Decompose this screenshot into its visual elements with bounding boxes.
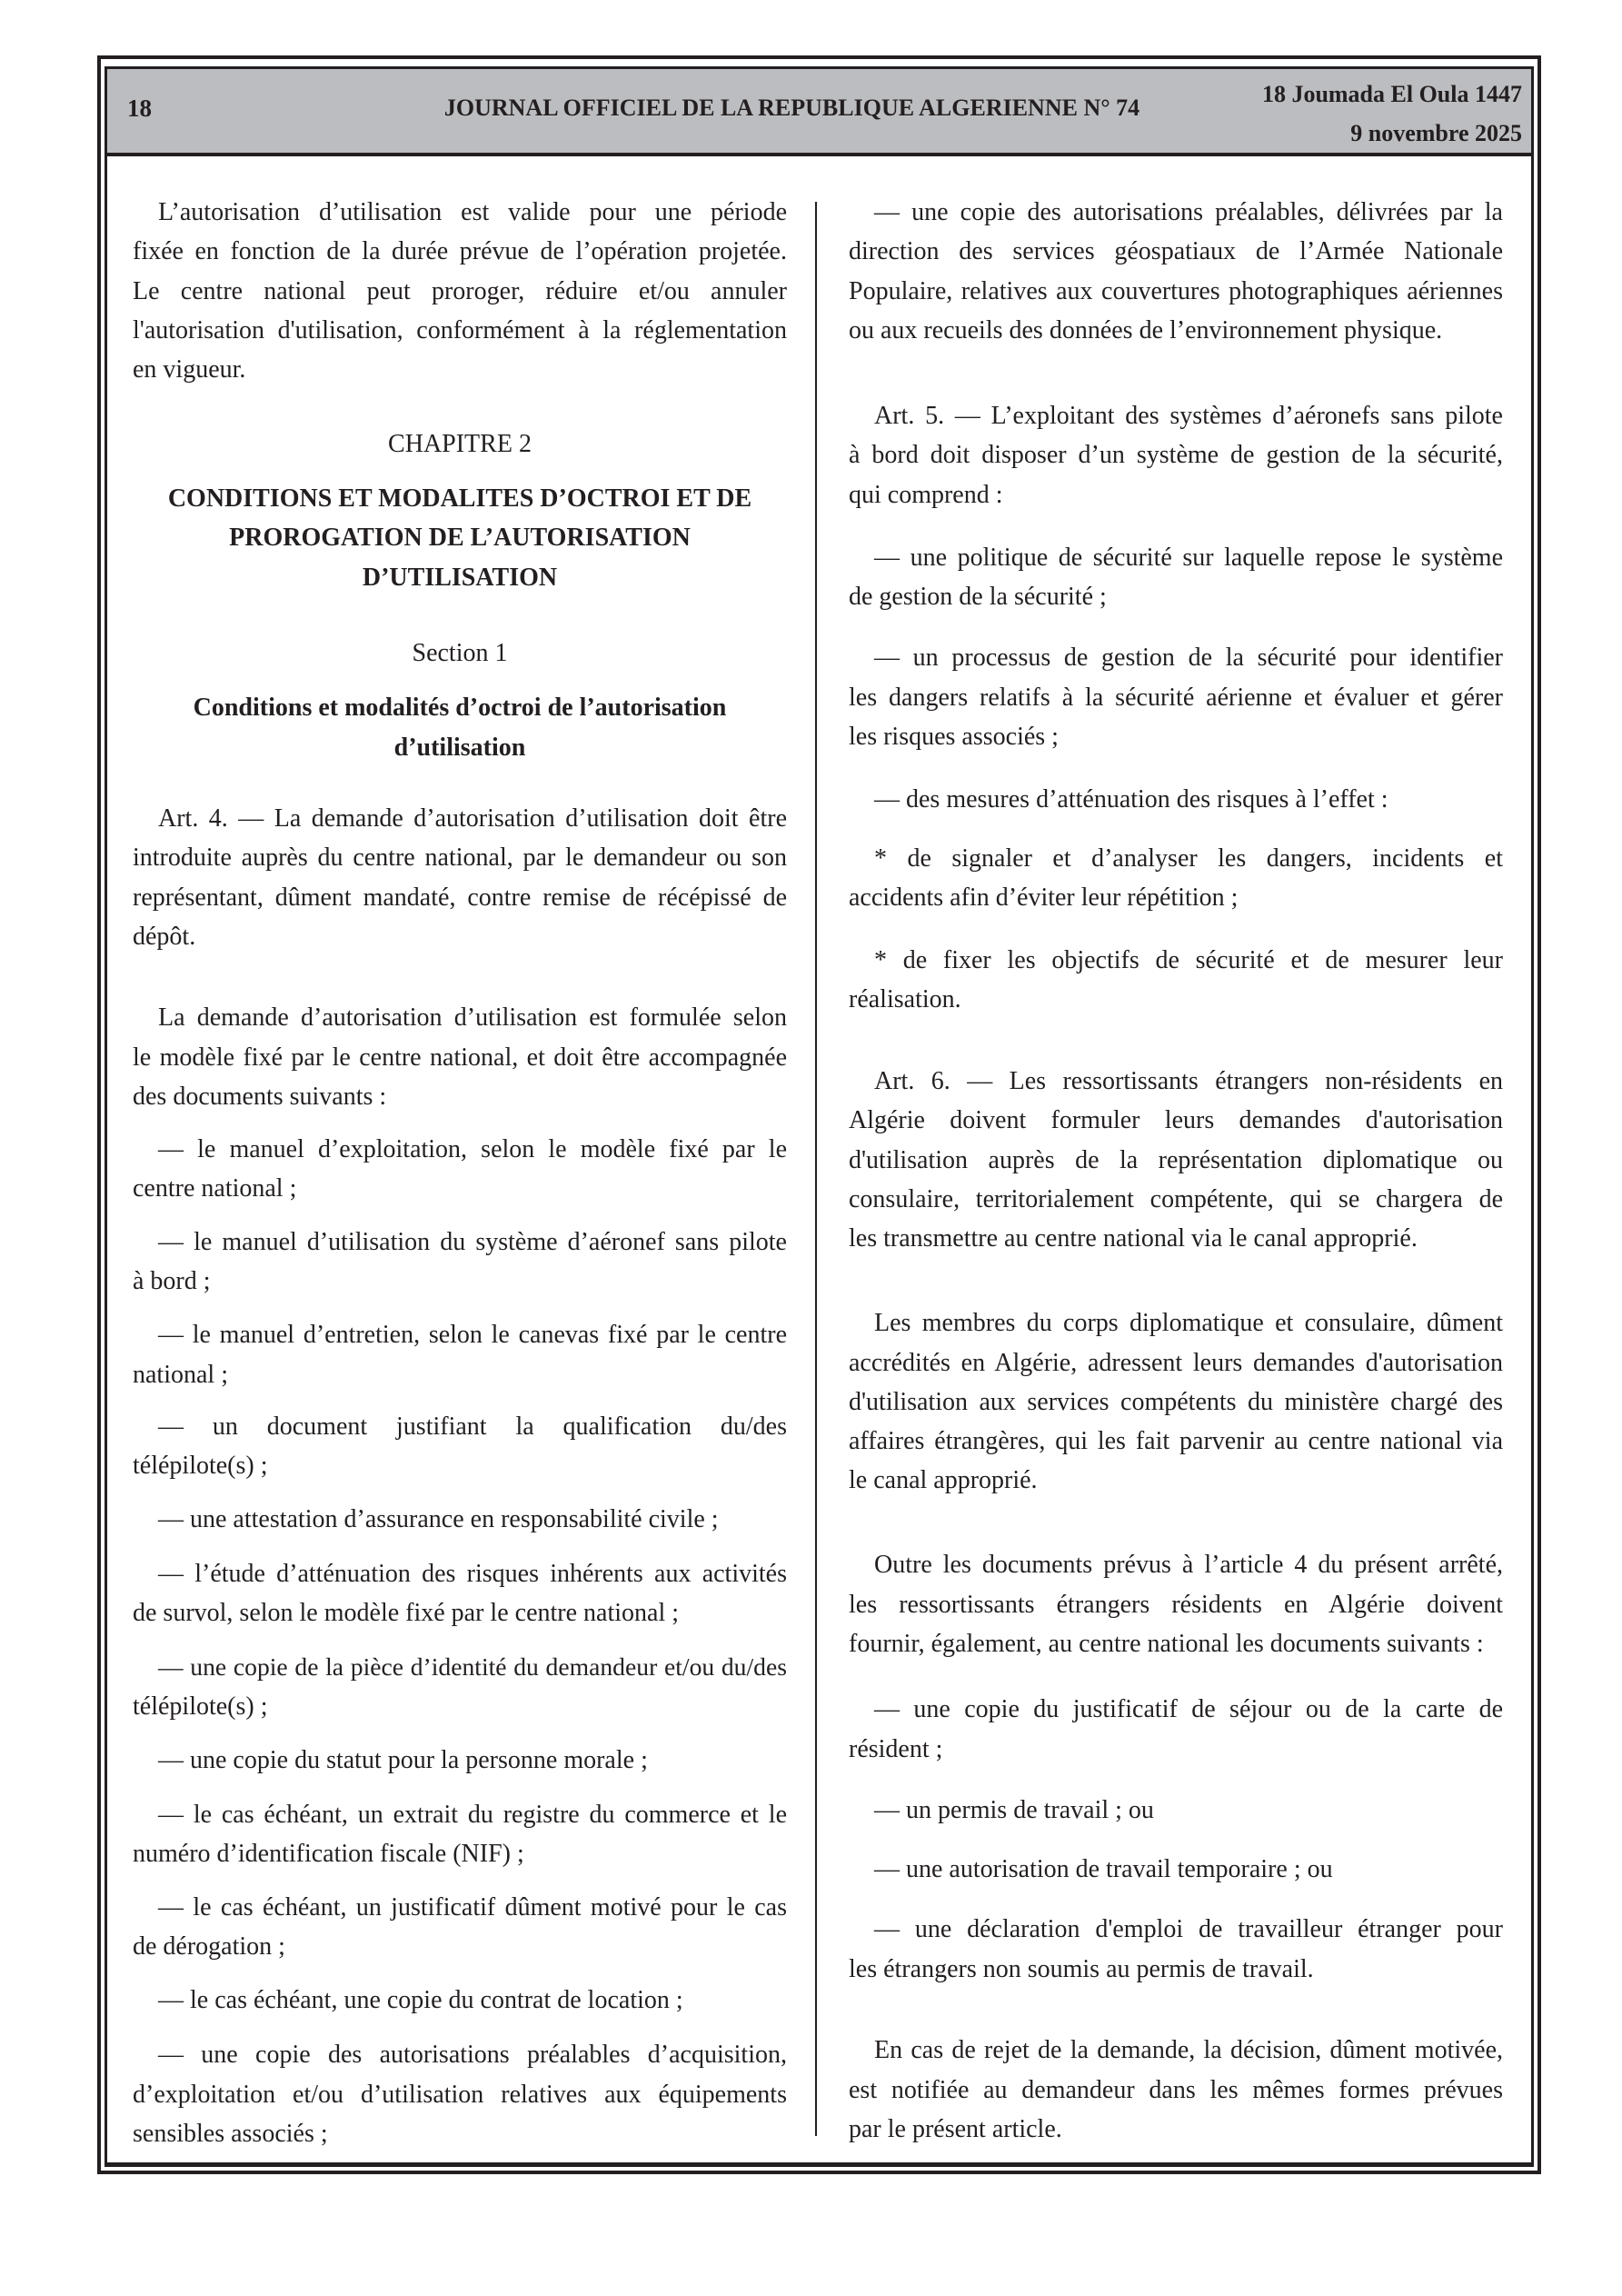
text-line: Art. 6. — Les ressortissants étrangers non-résidents en: [874, 1067, 1503, 1096]
text-line: La demande d’autorisation d’utilisation est formulée selon: [158, 1003, 787, 1033]
paragraph: [849, 941, 1503, 1020]
paragraph: [133, 998, 787, 1116]
text-line: en vigueur.: [133, 355, 246, 384]
text-line: d'utilisation auprès de la représentation diplomatique ou: [849, 1145, 1503, 1174]
text-line: national ;: [133, 1360, 228, 1389]
text-line: d’utilisation: [393, 733, 526, 762]
paragraph: [133, 1315, 787, 1394]
text-line: télépilote(s) ;: [133, 1692, 268, 1721]
text-line: Section 1: [412, 639, 508, 668]
paragraph: [133, 799, 787, 956]
heading: [133, 479, 787, 597]
paragraph: [849, 1303, 1503, 1500]
text-line: — le manuel d’exploitation, selon le modèle fixé par le: [158, 1134, 787, 1163]
text-line: par le présent article.: [849, 2114, 1062, 2143]
text-line: numéro d’identification fiscale (NIF) ;: [133, 1839, 524, 1868]
paragraph: [849, 2031, 1503, 2149]
text-line: les ressortissants étrangers résidents en Algérie doivent: [849, 1590, 1503, 1619]
text-line: Le centre national peut proroger, réduire et/ou annuler: [133, 276, 787, 305]
text-line: de gestion de la sécurité ;: [849, 583, 1107, 612]
paragraph: [133, 1741, 787, 1780]
paragraph: [133, 1130, 787, 1209]
gregorian-date: 9 novembre 2025: [1350, 120, 1522, 146]
text-line: — le manuel d’utilisation du système d’aéronef sans pilote: [158, 1227, 787, 1256]
text-line: fixée en fonction de la durée prévue de l’opération projetée.: [133, 237, 787, 266]
text-line: Populaire, relatives aux couvertures photographiques aériennes: [849, 276, 1503, 305]
text-line: de survol, selon le modèle fixé par le centre national ;: [133, 1599, 680, 1628]
paragraph: [133, 1795, 787, 1874]
text-line: le canal approprié.: [849, 1466, 1038, 1495]
paragraph: [849, 1850, 1503, 1889]
heading: [133, 424, 787, 464]
text-line: affaires étrangères, qui les fait parvenir au centre national via: [849, 1427, 1503, 1456]
text-line: CHAPITRE 2: [388, 429, 532, 458]
text-line: représentant, dûment mandaté, contre remise de récépissé de: [133, 883, 787, 912]
text-line: — un permis de travail ; ou: [874, 1795, 1154, 1824]
text-line: Les membres du corps diplomatique et consulaire, dûment: [874, 1309, 1503, 1338]
text-line: fournir, également, au centre national les documents suivants :: [849, 1629, 1484, 1658]
text-line: télépilote(s) ;: [133, 1452, 268, 1481]
text-line: En cas de rejet de la demande, la décision, dûment motivée,: [874, 2036, 1503, 2065]
text-line: de dérogation ;: [133, 1932, 285, 1962]
paragraph: [133, 1647, 787, 1726]
text-line: — un document justifiant la qualification du/des: [158, 1412, 787, 1441]
paragraph: [133, 2035, 787, 2153]
paragraph: [133, 1981, 787, 2020]
text-line: Outre les documents prévus à l’article 4 du présent arrêté,: [874, 1551, 1503, 1580]
issue-date: [1262, 75, 1522, 153]
paragraph: [849, 193, 1503, 350]
text-line: direction des services géospatiaux de l’Armée Nationale: [849, 237, 1503, 266]
text-line: les étrangers non soumis au permis de travail.: [849, 1954, 1314, 1983]
text-line: les dangers relatifs à la sécurité aérienne et évaluer et gérer: [849, 683, 1503, 712]
text-line: — l’étude d’atténuation des risques inhérents aux activités: [158, 1560, 787, 1589]
text-line: à bord doit disposer d’un système de gestion de la sécurité,: [849, 441, 1503, 470]
paragraph: [133, 1888, 787, 1967]
paragraph: [849, 1690, 1503, 1769]
text-line: — une politique de sécurité sur laquelle repose le système: [874, 543, 1503, 572]
text-line: est notifiée au demandeur dans les mêmes formes prévues: [849, 2075, 1503, 2104]
text-line: — une copie des autorisations préalables d’acquisition,: [158, 2041, 787, 2070]
text-line: * de signaler et d’analyser les dangers, incidents et: [874, 844, 1503, 873]
paragraph: [133, 1223, 787, 1302]
text-line: — une copie du statut pour la personne morale ;: [158, 1745, 648, 1774]
text-line: accrédités en Algérie, adressent leurs demandes d'autorisation: [849, 1348, 1503, 1377]
text-line: l'autorisation d'utilisation, conformément à la réglementation: [133, 316, 787, 344]
text-line: les risques associés ;: [849, 722, 1059, 751]
text-line: d’exploitation et/ou d’utilisation relatives aux équipements: [133, 2080, 787, 2109]
heading: [133, 634, 787, 673]
text-line: dépôt.: [133, 923, 196, 952]
journal-header: [107, 66, 1531, 156]
text-line: — une copie des autorisations préalables, délivrées par la: [874, 198, 1503, 227]
page-number: 18: [127, 95, 152, 122]
text-line: — une copie du justificatif de séjour ou de la carte de: [874, 1695, 1503, 1724]
paragraph: [849, 1062, 1503, 1258]
paragraph: [849, 1545, 1503, 1663]
text-line: introduite auprès du centre national, par le demandeur ou son: [133, 844, 787, 873]
text-line: — le manuel d’entretien, selon le canevas fixé par le centre: [158, 1321, 787, 1350]
text-line: CONDITIONS ET MODALITES D’OCTROI ET DE: [167, 484, 752, 513]
text-line: le modèle fixé par le centre national, et doit être accompagnée: [133, 1043, 787, 1072]
text-line: les transmettre au centre national via le canal approprié.: [849, 1224, 1418, 1253]
paragraph: [849, 780, 1503, 819]
paragraph: [849, 1791, 1503, 1830]
paragraph: [133, 1407, 787, 1486]
paragraph: [133, 1554, 787, 1633]
text-line: sensibles associés ;: [133, 2119, 328, 2148]
text-line: * de fixer les objectifs de sécurité et de mesurer leur: [874, 945, 1503, 974]
hijri-date: 18 Joumada El Oula 1447: [1261, 81, 1522, 107]
paragraph: [849, 839, 1503, 918]
text-line: — le cas échéant, un extrait du registre du commerce et le: [158, 1800, 787, 1829]
text-line: PROROGATION DE L’AUTORISATION: [229, 524, 691, 553]
text-line: D’UTILISATION: [362, 563, 558, 592]
text-line: — le cas échéant, une copie du contrat de location ;: [158, 1986, 683, 2015]
text-line: — le cas échéant, un justificatif dûment motivé pour le cas: [158, 1892, 787, 1922]
paragraph: [849, 1910, 1503, 1989]
text-line: d'utilisation aux services compétents du ministère chargé des: [849, 1387, 1503, 1416]
text-line: Art. 4. — La demande d’autorisation d’utilisation doit être: [158, 804, 787, 834]
text-line: — un processus de gestion de la sécurité pour identifier: [874, 644, 1503, 673]
text-line: — des mesures d’atténuation des risques à l’effet :: [874, 785, 1388, 814]
text-line: — une copie de la pièce d’identité du demandeur et/ou du/des: [158, 1652, 787, 1682]
text-line: Art. 5. — L’exploitant des systèmes d’aéronefs sans pilote: [874, 402, 1503, 431]
paragraph: [849, 638, 1503, 756]
text-line: L’autorisation d’utilisation est valide pour une période: [158, 198, 787, 227]
paragraph: [849, 396, 1503, 514]
paragraph: [133, 193, 787, 389]
column-divider: [815, 202, 817, 2136]
text-line: Conditions et modalités d’octroi de l’autorisation: [193, 694, 727, 723]
text-line: ou aux recueils des données de l’environnement physique.: [849, 316, 1443, 344]
text-line: des documents suivants :: [133, 1082, 387, 1111]
text-line: à bord ;: [133, 1267, 211, 1296]
text-line: — une déclaration d'emploi de travailleur étranger pour: [874, 1915, 1503, 1944]
text-line: consulaire, territorialement compétente, qui se chargera de: [849, 1184, 1503, 1213]
text-line: qui comprend :: [849, 480, 1003, 509]
heading: [133, 688, 787, 767]
text-line: — une autorisation de travail temporaire ; ou: [874, 1854, 1333, 1883]
text-line: centre national ;: [133, 1174, 297, 1203]
paragraph: [849, 538, 1503, 617]
journal-title: JOURNAL OFFICIEL DE LA REPUBLIQUE ALGERIENNE N° 74: [443, 95, 1140, 121]
text-line: accidents afin d’éviter leur répétition ;: [849, 883, 1239, 913]
text-line: réalisation.: [849, 985, 961, 1014]
text-line: Algérie doivent formuler leurs demandes d'autorisation: [849, 1106, 1503, 1135]
text-line: — une attestation d’assurance en responsabilité civile ;: [158, 1505, 719, 1534]
text-line: résident ;: [849, 1734, 943, 1763]
paragraph: [133, 1500, 787, 1539]
